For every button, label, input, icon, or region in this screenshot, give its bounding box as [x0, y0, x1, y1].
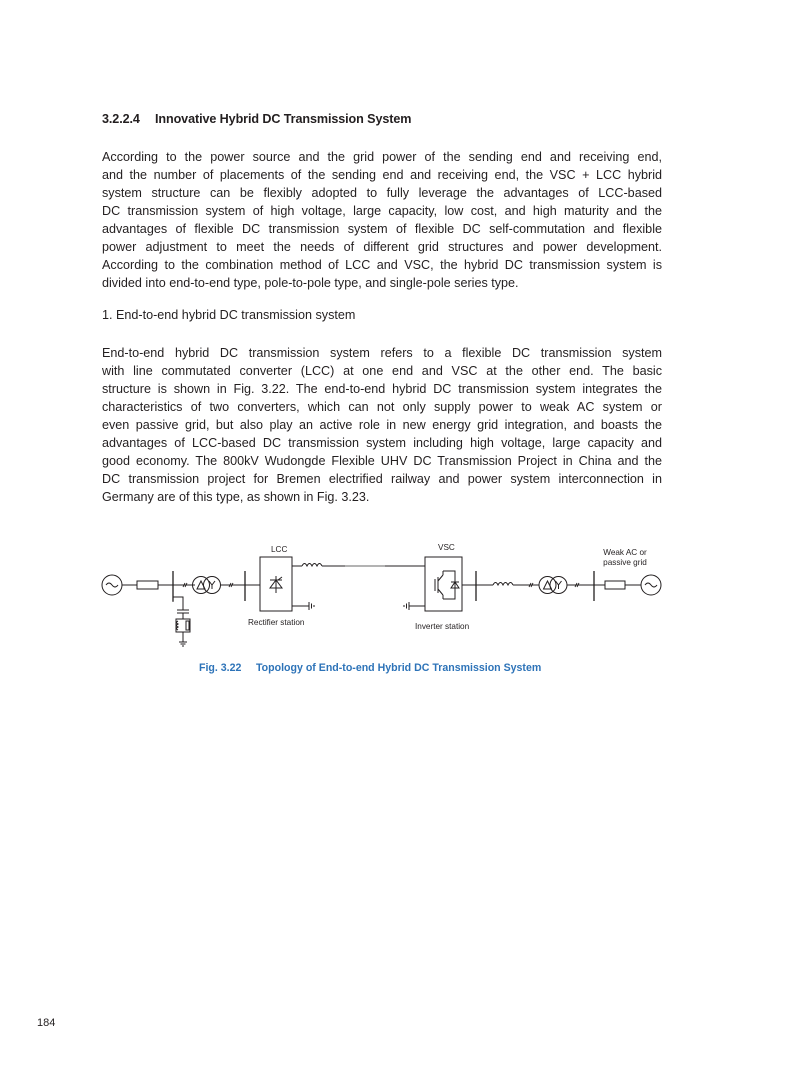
- text-line: system structure can be flexibly adopted to fully leverage the advantages of LCC-based: [102, 186, 662, 200]
- inverter-station-label: Inverter station: [415, 622, 470, 631]
- ac-source-right-icon: [641, 575, 661, 595]
- section-title: Innovative Hybrid DC Transmission System: [155, 112, 412, 126]
- figure-caption: [199, 662, 541, 674]
- ac-source-left-icon: [102, 575, 122, 595]
- rectifier-station-label: Rectifier station: [248, 618, 305, 627]
- text-line: According to the power source and the grid power of the sending end and receiving end,: [102, 150, 662, 164]
- phase-reactor-icon: [493, 583, 513, 586]
- figure-number: Fig. 3.22: [199, 662, 242, 674]
- figure-title: Topology of End-to-end Hybrid DC Transmission System: [256, 662, 542, 674]
- impedance-right-icon: [605, 581, 625, 589]
- lcc-label: LCC: [271, 545, 288, 554]
- vsc-label: VSC: [438, 543, 455, 552]
- text-line: structure is shown in Fig. 3.22. The end-to-end hybrid DC transmission system integrates the: [102, 382, 662, 396]
- text-line: good economy. The 800kV Wudongde Flexible UHV DC Transmission Project in China and the: [102, 454, 662, 468]
- ground-lcc-icon: [309, 602, 314, 610]
- text-line: and the number of placements of the sending end and receiving end, the VSC + LCC hybrid: [102, 168, 662, 182]
- weak-ac-label-line2: passive grid: [603, 558, 647, 567]
- text-line: advantages of LCC-based DC transmission system including high voltage, large capacity and: [102, 436, 662, 450]
- weak-ac-label-line1: Weak AC or: [603, 548, 647, 557]
- section-number: 3.2.2.4: [102, 112, 140, 126]
- topology-diagram: [95, 535, 675, 660]
- text-line: End-to-end hybrid DC transmission system refers to a flexible DC transmission system: [102, 346, 662, 360]
- transformer-right-icon: [539, 577, 567, 594]
- text-line: DC transmission project for Bremen electrified railway and power system interconnection in: [102, 472, 662, 486]
- impedance-left-icon: [137, 581, 158, 589]
- text-line: characteristics of two converters, which can not only supply power to weak AC system or: [102, 400, 662, 414]
- section-heading: [102, 112, 411, 126]
- text-line: According to the combination method of LCC and VSC, the hybrid DC transmission system is: [102, 258, 662, 272]
- thyristor-icon: [270, 576, 282, 593]
- text-line: DC transmission system of high voltage, large capacity, low cost, and high maturity and the: [102, 204, 662, 218]
- paragraph-end-to-end: [102, 344, 662, 506]
- text-line: divided into end-to-end type, pole-to-pole type, and single-pole series type.: [102, 276, 519, 290]
- ground-vsc-icon: [404, 602, 409, 610]
- circuit-diagram: [95, 535, 675, 660]
- text-line: even passive grid, but also play an active role in new energy grid integration, and boasts the: [102, 418, 662, 432]
- paragraph-intro: [102, 148, 662, 292]
- smoothing-reactor-left-icon: [302, 564, 322, 567]
- subsection-heading: 1. End-to-end hybrid DC transmission system: [102, 308, 356, 322]
- text-line: power adjustment to meet the needs of different grid structures and power development.: [102, 240, 662, 254]
- transformer-left-icon: [193, 577, 221, 594]
- text-line: with line commutated converter (LCC) at one end and VSC at the other end. The basic: [102, 364, 662, 378]
- text-line: advantages of flexible DC transmission system of flexible DC self-commutation and flexible: [102, 222, 662, 236]
- page-number: 184: [37, 1017, 56, 1029]
- text-line: Germany are of this type, as shown in Fig. 3.23.: [102, 490, 370, 504]
- weak-ac-grid-label: [600, 548, 650, 568]
- ac-filter-icon: [173, 597, 190, 646]
- igbt-icon: [435, 571, 459, 599]
